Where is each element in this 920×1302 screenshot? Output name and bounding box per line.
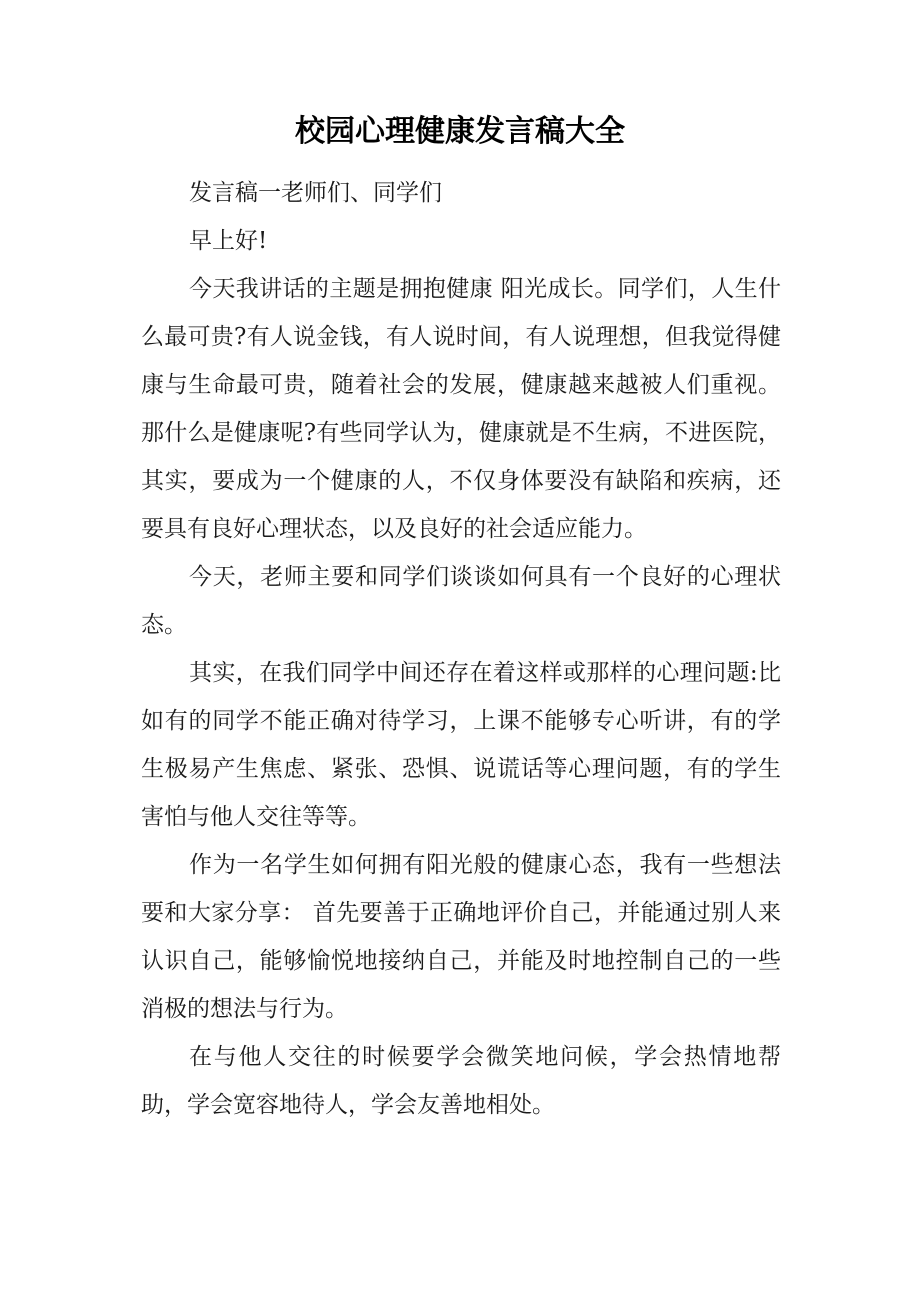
paragraph: 早上好! [189, 228, 268, 254]
paragraph: 作为一名学生如何拥有阳光般的健康心态，我有一些想法要和大家分享： 首先要善于正确地评价自己，并能通过别人来认识自己，能够愉悦地接纳自己，并能及时地控制自己的一些消极的想法与行为。 [141, 852, 781, 1022]
document-title: 校园心理健康发言稿大全 [295, 114, 625, 149]
paragraph: 今天，老师主要和同学们谈谈如何具有一个良好的心理状态。 [141, 564, 781, 638]
paragraph: 在与他人交往的时候要学会微笑地问候，学会热情地帮助，学会宽容地待人，学会友善地相处。 [141, 1044, 781, 1118]
document-body [141, 169, 781, 1129]
paragraph: 其实，在我们同学中间还存在着这样或那样的心理问题:比如有的同学不能正确对待学习，上课不能够专心听讲，有的学生极易产生焦虑、紧张、恐惧、说谎话等心理问题，有的学生害怕与他人交往等等。 [141, 660, 781, 830]
paragraph: 发言稿一老师们、同学们 [189, 180, 442, 206]
paragraph: 今天我讲话的主题是拥抱健康 阳光成长。同学们，人生什么最可贵?有人说金钱，有人说时间，有人说理想，但我觉得健康与生命最可贵，随着社会的发展，健康越来越被人们重视。那什么是健康呢?有些同学认为，健康就是不生病，不进医院，其实，要成为一个健康的人，不仅身体要没有缺陷和疾病，还要具有良好心理状态，以及良好的社会适应能力。 [141, 276, 781, 542]
